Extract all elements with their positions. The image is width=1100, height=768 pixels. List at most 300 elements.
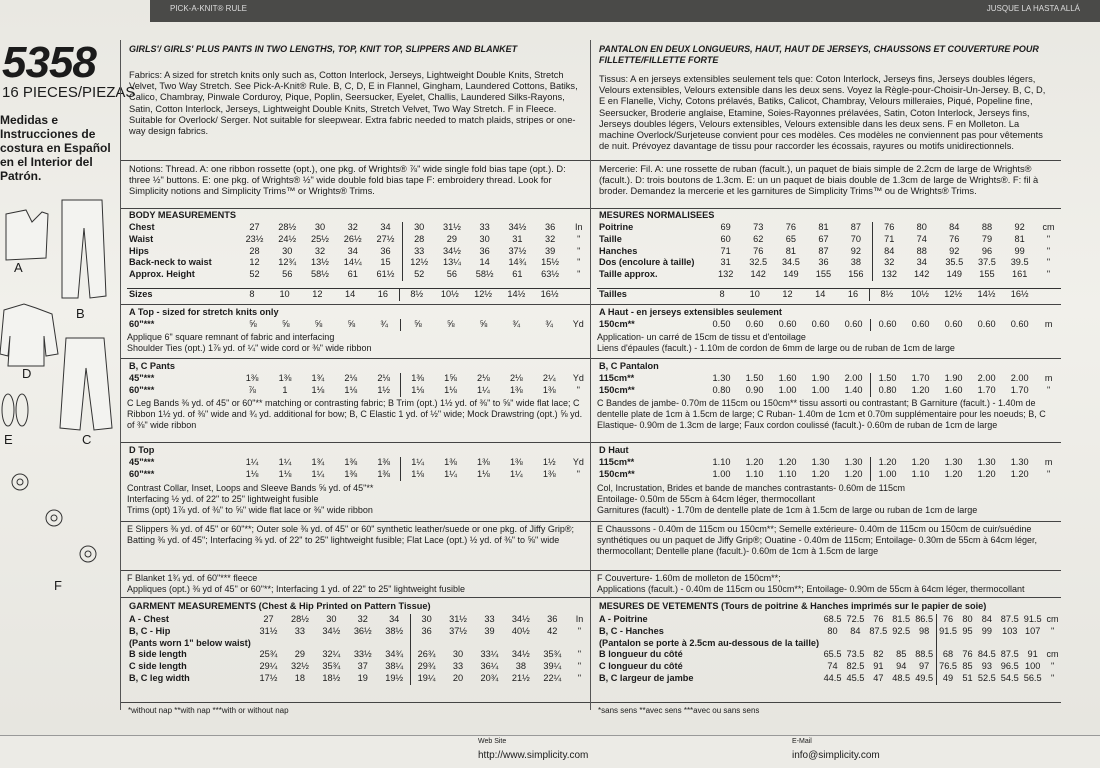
cell: 1.00 [778, 384, 797, 395]
mesures-table [597, 222, 1061, 281]
cell: 132 [717, 269, 734, 280]
cell: 18½ [322, 672, 341, 683]
cell: 29 [294, 649, 306, 660]
cell: 1.30 [712, 373, 731, 383]
body-measurements-header: BODY MEASUREMENTS [129, 210, 237, 220]
cell: 1.70 [977, 384, 996, 395]
cell: 0.80 [871, 385, 905, 397]
cell: 34 [916, 257, 927, 268]
cell: 82 [873, 649, 884, 660]
cell: ¾ [545, 319, 553, 329]
unit-cell: m [1044, 457, 1053, 467]
table-row [597, 269, 1061, 281]
cell: 36 [479, 245, 490, 256]
cell: 31 [512, 233, 523, 244]
cell: 16 [367, 289, 400, 301]
cell: ⅝ [281, 319, 290, 329]
unit-cell: " [577, 649, 582, 660]
cell: 52 [249, 269, 260, 280]
cell: 87.5 [1000, 614, 1019, 624]
row-label: A - Poitrine [599, 614, 648, 624]
english-footnote: *without nap **with nap ***with or without nap [128, 706, 289, 715]
cell: 96.5 [1000, 661, 1019, 672]
cell: 12¾ [278, 257, 297, 268]
view-e-slipper-right [16, 394, 28, 426]
cell: 34¾ [385, 649, 404, 660]
cell: 15½ [541, 257, 560, 268]
cell: 16½ [1003, 289, 1036, 301]
cell: 34½ [442, 245, 461, 256]
row-label: B, C leg width [129, 672, 190, 683]
table-row [127, 246, 591, 258]
cell: 14 [479, 257, 490, 268]
cell: 2.00 [1010, 373, 1029, 383]
cell: 54.5 [1000, 672, 1019, 683]
divider [121, 442, 591, 443]
cell: 95 [962, 625, 973, 636]
cell: 86.5 [915, 614, 934, 624]
sizes-row [127, 288, 591, 301]
unit-cell: " [1046, 269, 1051, 280]
cell: 132 [873, 269, 906, 281]
e-chaussons-notes: E Chaussons - 0.40m de 115cm ou 150cm**; Semelle extérieure- 0.40m de 115cm ou 150cm de cuir/suédine synthétiques ou un paquet de Jiffy Grip®; Ouatine - 0.40m de 115cm; Entoilage- 0.30m de 55cm à 64cm léger, thermocollant; Dentelle plane (facult.)- 0.60m de 1cm à 1.5cm de large [597, 524, 1038, 556]
cell: 1.20 [1010, 468, 1029, 479]
cell: 1⅛ [278, 468, 292, 479]
cell: 156 [848, 269, 864, 280]
cell: 58½ [311, 269, 329, 280]
row-label: C longueur du côté [599, 661, 683, 672]
cell: 1.40 [844, 384, 863, 395]
cell: 1¼ [245, 457, 259, 467]
cell: 1.70 [1010, 384, 1029, 395]
cell: 36 [410, 626, 442, 638]
view-label-d: D [22, 366, 32, 381]
cell: 1¾ [311, 373, 325, 383]
cell: 30 [282, 245, 293, 256]
divider [121, 358, 591, 359]
cell: 71 [873, 234, 906, 246]
divider [121, 304, 591, 305]
cell: 31½ [259, 625, 278, 636]
cell: 34.5 [781, 257, 800, 268]
cell: 14 [804, 289, 837, 301]
cell: 28½ [278, 222, 297, 232]
row-label: B, C - Hip [129, 625, 171, 636]
cell: 1⅜ [509, 457, 523, 467]
cell: 70 [850, 233, 861, 244]
cell: ⅝ [401, 319, 434, 331]
a-top-yardage [127, 319, 591, 331]
cell: 1.20 [911, 457, 930, 467]
view-label-e: E [4, 432, 13, 447]
mesures-vetements-header: MESURES DE VETEMENTS (Tours de poitrine & Hanches imprimés sur le papier de soie) [599, 601, 987, 611]
table-row [597, 385, 1061, 397]
cell [867, 638, 890, 650]
cell: 33 [294, 625, 306, 636]
cell: 81 [1014, 233, 1025, 244]
row-label: Dos (encolure à taille) [599, 257, 695, 268]
cell: 155 [979, 269, 995, 280]
cell: 71 [720, 245, 731, 256]
cell: 14 [334, 289, 367, 301]
cell: 99 [981, 625, 992, 636]
view-thumbnails [0, 188, 120, 718]
cell: 87 [818, 245, 829, 256]
cell: 37½ [508, 245, 527, 256]
d-top-yardage [127, 457, 591, 481]
cell [821, 638, 844, 650]
bc-pants-yardage [127, 373, 591, 397]
cell [378, 638, 410, 650]
cell: 1¼ [401, 457, 434, 469]
cell: 87.5 [1000, 649, 1019, 660]
cell: 1.10 [911, 468, 930, 479]
bc-pantalon-notes: C Bandes de jambe- 0.70m de 115cm ou 150cm** tissu assorti ou contrastant; B Garniture (facult.) - 1.40m de dentelle plate de 1cm à 1.5cm de large; C Ruban- 1.40m de 1cm et 0.70m supplémentaire pour les noeuds; B, C Elastique- 0.90m de 1.3cm de large; Faux cordon coulissé (facult.)- 0.60m de ruban de 1cm de large [597, 398, 1046, 430]
cell: ⅝ [249, 319, 257, 329]
table-row [597, 457, 1061, 469]
cell: 19¼ [410, 673, 442, 685]
cell: 92.5 [892, 625, 911, 636]
body-measurements-table [127, 222, 591, 281]
unit-cell: In [575, 614, 584, 624]
cell: 91.5 [1023, 614, 1042, 624]
cell: 29 [446, 233, 458, 244]
table-row [127, 222, 591, 234]
unit-cell: " [577, 233, 581, 244]
cell: 56 [446, 269, 458, 280]
cell: 34 [347, 245, 358, 256]
cell: 35¾ [322, 661, 341, 672]
email-link[interactable]: info@simplicity.com [792, 750, 880, 761]
cell: 12½ [466, 289, 499, 301]
divider [121, 597, 591, 598]
cell: 1⅜ [542, 384, 556, 395]
cell: 72.5 [846, 614, 865, 624]
cell: 103 [1002, 625, 1018, 636]
cell: 85 [962, 661, 973, 672]
cell: 91 [873, 661, 884, 672]
table-row [597, 246, 1061, 258]
cell: 1¼ [278, 457, 292, 467]
cell: ⅝ [479, 319, 488, 329]
cell: 60 [720, 233, 731, 244]
cell: 16½ [533, 289, 566, 301]
cell: 0.90 [745, 384, 764, 395]
table-row [127, 614, 591, 626]
table-row [127, 257, 591, 269]
bc-pants-notes: C Leg Bands ⅜ yd. of 45" or 60"** matching or contrasting fabric; B Trim (opt.) 1½ yd. of ⅜" to ⅝" wide flat lace; C Ribbon 1½ yd. of ⅜" wide and ¾ yd. additional for bow; B, C Elastic 1 yd. of ½" wide; Mock Drawstring (opt.) ⅝ yd. of ⅜" wide ribbon [127, 398, 583, 430]
unit-cell: cm [1042, 222, 1055, 232]
cell: 142 [750, 269, 766, 280]
cell: 34 [389, 614, 400, 624]
cell: 1⅛ [245, 468, 259, 479]
cell: 1⅛ [401, 385, 434, 397]
divider [591, 597, 1061, 598]
cell [316, 638, 347, 650]
cell: 1⅜ [278, 373, 292, 383]
cell: 74 [827, 661, 838, 672]
row-label: B side length [129, 649, 187, 660]
row-label: 115cm** [599, 373, 635, 383]
e-slippers-notes: E Slippers ⅜ yd. of 45" or 60"**; Outer sole ⅜ yd. of 45" or 60" synthetic leather/suede or one pkg. of Jiffy Grip®; Batting ⅜ yd. of 45"; Interfacing ⅜ yd. of 22" to 25" lightweight fusible; Flat Lace (opt.) ½ yd. of ⅜" to ⅝" wide [127, 524, 574, 545]
cell [474, 638, 505, 650]
cell: 12 [249, 257, 260, 268]
cell: 84.5 [977, 649, 996, 660]
table-row [597, 673, 1061, 685]
cell: 32 [357, 614, 368, 624]
cell: 1.50 [745, 373, 764, 383]
row-label: Back-neck to waist [129, 257, 212, 268]
row-label: Hips [129, 245, 149, 256]
cell: 87.5 [869, 625, 888, 636]
cell: 1.90 [944, 373, 963, 383]
f-couverture-notes: F Couverture- 1.60m de molleton de 150cm**; Applications (facult.) - 0.40m de 115cm ou 150cm**; Entoilage- 0.90m de 55cm à 64cm léger, thermocollant [597, 573, 1025, 594]
cell: 31 [720, 257, 731, 268]
cell: 32 [347, 222, 358, 232]
mesures-normalisees-header: MESURES NORMALISEES [599, 210, 715, 220]
garment-measurements-header: GARMENT MEASUREMENTS (Chest & Hip Printed on Pattern Tissue) [129, 601, 431, 611]
cell: 45.5 [846, 672, 865, 683]
cell: 81 [818, 222, 829, 232]
d-haut-header: D Haut [599, 445, 629, 455]
row-label: 150cm** [599, 468, 635, 479]
unit-cell [1044, 638, 1061, 650]
unit-cell: m [1044, 319, 1053, 329]
pick-a-knit-rule-label: PICK-A-KNIT® RULE [170, 4, 248, 13]
row-label: 45"*** [129, 373, 155, 383]
row-label: 115cm** [599, 457, 635, 467]
cell: 1¼ [509, 468, 523, 479]
table-row [597, 661, 1061, 673]
d-top-notes: Contrast Collar, Inset, Loops and Sleeve Bands ⅝ yd. of 45"** Interfacing ½ yd. of 22" to 25" lightweight fusible Trims (opt) 1⅞ yd. of ⅜" to ⅝" wide flat lace or ⅜" wide ribbon [127, 483, 374, 515]
cell: 1.20 [778, 457, 797, 467]
cell: 73 [753, 222, 764, 232]
cell: 36 [547, 614, 558, 624]
cell: 1.10 [712, 457, 731, 467]
cell: 36 [380, 245, 391, 256]
cell: 1.20 [944, 468, 963, 479]
table-row [597, 222, 1061, 234]
cell: 38¼ [385, 661, 404, 672]
spanish-instructions-note: Medidas e Instrucciones de costura en Español en el Interior del Patrón. [0, 113, 111, 183]
cell: 67 [818, 233, 829, 244]
cell: 84 [850, 625, 861, 636]
cell: 12 [301, 289, 334, 301]
cell: 34½ [511, 649, 530, 660]
cell: 1⅜ [344, 457, 358, 467]
table-row [597, 614, 1061, 626]
cell: 49 [936, 673, 959, 685]
cell: 36½ [353, 625, 372, 636]
cell: 30 [326, 614, 337, 624]
cell: 10½ [903, 289, 936, 301]
cell: 26¾ [410, 649, 442, 661]
cell: 27 [263, 614, 274, 624]
cell: 8 [236, 289, 268, 301]
cell: 1⅜ [444, 457, 457, 467]
view-f-blanket-flowers [12, 474, 96, 562]
cell: 14½ [970, 289, 1003, 301]
cell: 0.60 [844, 319, 863, 329]
email-label: E-Mail [792, 738, 812, 745]
cell [960, 638, 976, 650]
cell: 1.20 [871, 457, 905, 469]
cell: 2.00 [977, 373, 996, 383]
cell: 14½ [500, 289, 533, 301]
cell: 1⅜ [477, 457, 490, 467]
english-panel [120, 40, 591, 710]
unit-cell: " [1050, 661, 1055, 672]
cell: 24½ [278, 233, 297, 244]
cell: 36 [818, 257, 829, 268]
cell: 107 [1024, 625, 1041, 636]
view-a-top-sketch [6, 210, 48, 260]
cell: 1⅜ [509, 384, 523, 395]
divider [121, 208, 591, 209]
cell: 98 [919, 625, 930, 636]
cell: 61 [512, 269, 523, 280]
cell: 19½ [385, 672, 404, 683]
unit-cell: " [1046, 233, 1051, 244]
cell: 65.5 [823, 649, 842, 660]
cell: 0.60 [977, 319, 996, 329]
cell: 1.30 [844, 457, 863, 467]
cell: 1⅛ [444, 384, 457, 395]
view-label-a: A [14, 260, 23, 275]
row-label: 60"*** [129, 319, 155, 329]
cell: 8½ [870, 289, 903, 301]
cell: 82.5 [846, 661, 865, 672]
cell: 1⅜ [401, 373, 434, 385]
view-label-f: F [54, 578, 62, 593]
cell: 37.5 [978, 257, 996, 268]
cell: ⅝ [347, 319, 356, 329]
cell: 27 [249, 222, 260, 232]
d-top-header: D Top [129, 445, 155, 455]
cell: ⅞ [248, 384, 256, 395]
cell: ⅝ [314, 319, 323, 329]
cell: 0.60 [811, 319, 830, 329]
cell: 85 [896, 649, 907, 660]
cell: 73.5 [846, 649, 865, 660]
cell: 0.60 [871, 319, 905, 331]
cell: 76 [873, 222, 906, 234]
cell: 69 [720, 222, 731, 232]
cell: 1.10 [745, 468, 764, 479]
cell: 2.00 [844, 373, 863, 383]
cell: 1.20 [745, 457, 764, 467]
row-label: 45"*** [129, 457, 155, 467]
view-label-b: B [76, 306, 85, 321]
cell: 30 [452, 649, 464, 660]
top-rule-strip [150, 0, 1100, 22]
cell: 30 [314, 222, 326, 232]
unit-cell [568, 638, 591, 650]
divider [591, 521, 1061, 522]
cell: 1.20 [911, 384, 930, 395]
web-site-link[interactable]: http://www.simplicity.com [478, 750, 589, 761]
view-b-pants-sketch [62, 200, 106, 298]
cell: 74 [916, 233, 927, 244]
divider [121, 702, 591, 703]
cell: 62 [753, 233, 764, 244]
cell: 81.5 [892, 614, 911, 624]
cell: 155 [815, 269, 832, 280]
divider [591, 208, 1061, 209]
cell: 84 [981, 614, 992, 624]
cell: 2¼ [542, 373, 556, 383]
cell: 88 [981, 222, 993, 232]
divider [591, 160, 1061, 161]
cell: 80 [916, 222, 927, 232]
cell: 1¼ [311, 468, 325, 479]
pieces-count: 16 PIECES/PIEZAS [2, 84, 136, 101]
unit-cell: " [1046, 245, 1051, 256]
unit-cell [566, 289, 591, 301]
cell: 39 [484, 625, 495, 636]
cell [537, 638, 568, 650]
cell: 1.20 [844, 468, 863, 479]
cell: 25½ [311, 233, 329, 244]
unit-cell: m [1044, 373, 1053, 383]
cell: 0.50 [712, 319, 731, 329]
table-row [127, 649, 591, 661]
cell: 31½ [442, 222, 461, 232]
row-label: Hanches [599, 245, 638, 256]
cell: 34½ [508, 222, 527, 232]
cell: 12½ [937, 289, 970, 301]
table-row [127, 638, 591, 650]
cell: 0.80 [712, 384, 731, 395]
cell: 32.5 [749, 257, 768, 268]
cell: 30 [410, 614, 442, 626]
cell: 65 [785, 233, 796, 244]
cell: 32 [314, 245, 326, 256]
unit-cell: Yd [572, 319, 584, 329]
row-label: 150cm** [599, 384, 635, 395]
cell: 1⅜ [377, 468, 391, 479]
cell: 49.5 [915, 672, 934, 683]
french-footnote: *sans sens **avec sens ***avec ou sans sens [598, 706, 760, 715]
cell: 76 [936, 614, 959, 626]
cell: 26½ [343, 233, 362, 244]
table-row [597, 373, 1061, 385]
row-label: Sizes [127, 289, 236, 301]
divider [121, 521, 591, 522]
unit-cell: Yd [572, 457, 584, 467]
cell: 33 [452, 661, 464, 672]
cell: 149 [783, 269, 799, 280]
table-row [597, 469, 1061, 481]
cell: 30 [479, 233, 490, 244]
a-haut-metrage [597, 319, 1061, 331]
cell [998, 638, 1021, 650]
contact-bar [0, 735, 1100, 768]
cell: 87 [850, 222, 861, 232]
cell [442, 638, 473, 650]
cell: 33 [402, 246, 435, 258]
table-row [127, 234, 591, 246]
cell [844, 638, 867, 650]
cell: 97 [919, 661, 930, 672]
cell: 25¾ [259, 649, 278, 660]
cell: 0.60 [778, 319, 797, 329]
cell: 52.5 [977, 672, 996, 683]
table-row [597, 319, 1061, 331]
cell: 1.90 [811, 373, 830, 383]
cell: 47 [873, 672, 884, 683]
cell: 142 [914, 269, 930, 280]
